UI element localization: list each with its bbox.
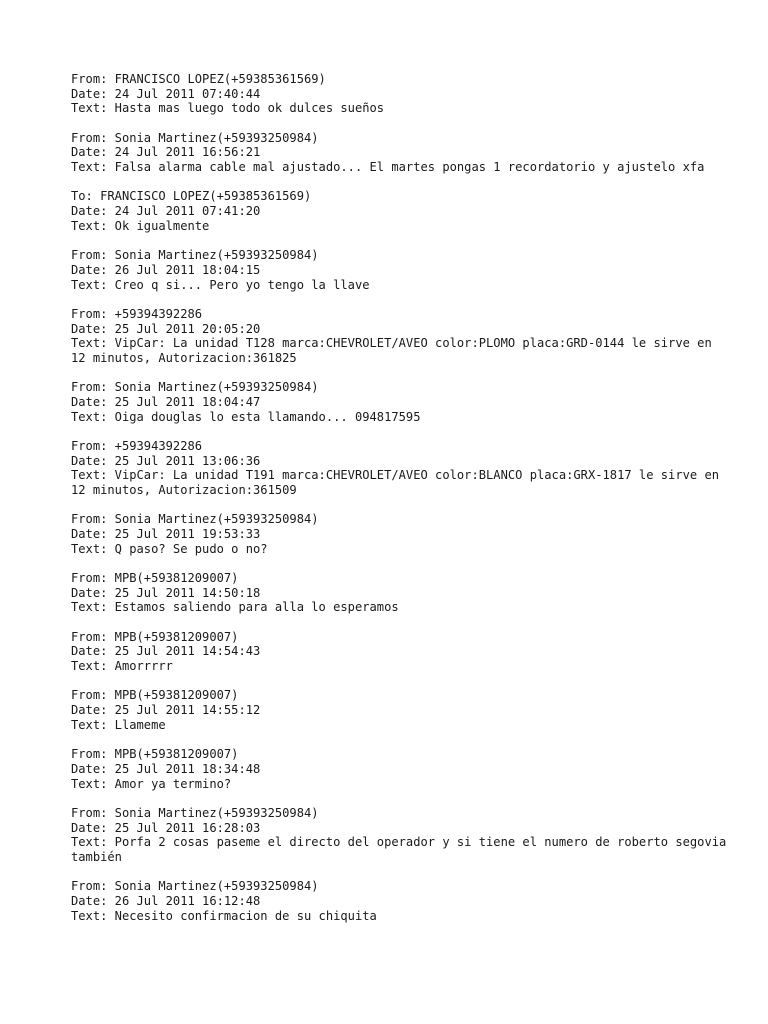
date-line: Date: 26 Jul 2011 18:04:15 [71, 262, 261, 277]
text-line: Text: Estamos saliendo para alla lo esperamos [71, 600, 399, 615]
sender-line: From: Sonia Martinez(+59393250984) [71, 248, 319, 263]
sender-line: From: Sonia Martinez(+59393250984) [71, 879, 319, 894]
sms-entry [71, 189, 731, 233]
sms-entry [71, 747, 731, 791]
sms-entry [71, 439, 731, 498]
text-line: Text: Oiga douglas lo esta llamando... 094817595 [71, 409, 421, 424]
date-line: Date: 25 Jul 2011 18:34:48 [71, 761, 261, 776]
text-line: Text: Q paso? Se pudo o no? [71, 541, 268, 556]
date-line: Date: 25 Jul 2011 19:53:33 [71, 527, 261, 542]
date-line: Date: 24 Jul 2011 16:56:21 [71, 145, 261, 160]
sms-entry [71, 805, 734, 865]
date-line: Date: 26 Jul 2011 16:12:48 [71, 893, 261, 908]
sender-line: From: MPB(+59381209007) [71, 571, 239, 586]
text-line: Text: Hasta mas luego todo ok dulces sueños [71, 101, 385, 116]
date-line: Date: 25 Jul 2011 14:54:43 [71, 644, 261, 659]
date-line: Date: 25 Jul 2011 13:06:36 [71, 453, 261, 468]
sender-line: From: MPB(+59381209007) [71, 747, 239, 762]
text-line: Text: Ok igualmente [71, 218, 210, 233]
date-line: Date: 24 Jul 2011 07:41:20 [71, 204, 261, 219]
sender-line: From: Sonia Martinez(+59393250984) [71, 805, 319, 820]
sender-line: From: MPB(+59381209007) [71, 629, 239, 644]
sms-entry [71, 131, 731, 175]
sms-entry [71, 630, 731, 674]
date-line: Date: 25 Jul 2011 14:50:18 [71, 585, 261, 600]
text-line: Text: Falsa alarma cable mal ajustado... El martes pongas 1 recordatorio y ajustelo xfa [71, 160, 705, 175]
sender-line: From: Sonia Martinez(+59393250984) [71, 512, 319, 527]
sms-log-document [71, 72, 734, 938]
sms-entry [71, 571, 731, 615]
sms-entry [71, 72, 731, 116]
text-line: Text: VipCar: La unidad T191 marca:CHEVROLET/AVEO color:BLANCO placa:GRX-1817 le sirve en 12 minutos, Autorizacion:361509 [71, 468, 727, 498]
text-line: Text: Llameme [71, 717, 166, 732]
date-line: Date: 25 Jul 2011 14:55:12 [71, 703, 261, 718]
sms-entry [71, 380, 731, 424]
text-line: Text: VipCar: La unidad T128 marca:CHEVROLET/AVEO color:PLOMO placa:GRD-0144 le sirve en 12 minutos, Autorizacion:361825 [71, 336, 720, 365]
sms-entry [71, 879, 731, 923]
date-line: Date: 25 Jul 2011 16:28:03 [71, 820, 261, 835]
text-line: Text: Necesito confirmacion de su chiquita [71, 908, 377, 923]
sender-line: From: MPB(+59381209007) [71, 688, 239, 703]
text-line: Text: Amor ya termino? [71, 776, 232, 791]
sms-entry [71, 248, 731, 292]
text-line: Text: Creo q si... Pero yo tengo la llave [71, 277, 370, 292]
text-line: Text: Porfa 2 cosas paseme el directo del operador y si tiene el numero de roberto segovia también [71, 835, 734, 864]
sender-line: From: +59394392286 [71, 306, 203, 321]
date-line: Date: 25 Jul 2011 20:05:20 [71, 321, 261, 336]
sms-entry [71, 688, 731, 732]
date-line: Date: 24 Jul 2011 07:40:44 [71, 86, 261, 101]
sender-line: From: Sonia Martinez(+59393250984) [71, 130, 319, 145]
date-line: Date: 25 Jul 2011 18:04:47 [71, 394, 261, 409]
sms-entry [71, 307, 731, 366]
sender-line: From: Sonia Martinez(+59393250984) [71, 380, 319, 395]
sender-line: From: FRANCISCO LOPEZ(+59385361569) [71, 72, 326, 86]
text-line: Text: Amorrrrr [71, 659, 173, 674]
sender-line: To: FRANCISCO LOPEZ(+59385361569) [71, 189, 312, 204]
sms-entry [71, 512, 731, 556]
sender-line: From: +59394392286 [71, 438, 203, 453]
